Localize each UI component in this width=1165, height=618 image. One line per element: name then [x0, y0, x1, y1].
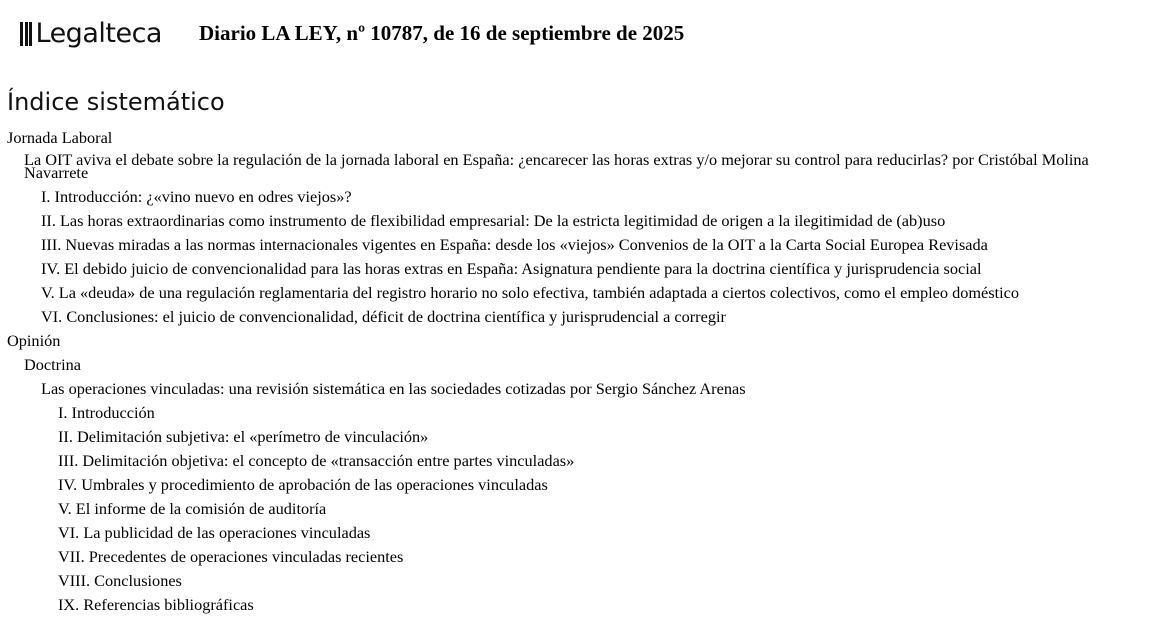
subsection-doctrina[interactable]: Doctrina — [24, 355, 81, 374]
toc-item[interactable]: III. Delimitación objetiva: el concepto de «transacción entre partes vinculadas» — [58, 451, 575, 470]
article-operaciones-vinculadas[interactable]: Las operaciones vinculadas: una revisión sistemática en las sociedades cotizadas por Sergio Sánchez Arenas — [41, 379, 746, 398]
toc-item[interactable]: IX. Referencias bibliográficas — [58, 595, 254, 614]
toc-item[interactable]: I. Introducción — [58, 403, 155, 422]
toc-item[interactable]: II. Las horas extraordinarias como instrumento de flexibilidad empresarial: De la estricta legitimidad de origen a la ilegitimidad de (ab)uso — [41, 211, 946, 230]
toc-item[interactable]: V. El informe de la comisión de auditoría — [58, 499, 327, 518]
toc-item[interactable]: III. Nuevas miradas a las normas internacionales vigentes en España: desde los «viejos» Convenios de la OIT a la Carta Social Europea Revisada — [41, 235, 988, 254]
section-opinion[interactable]: Opinión — [7, 331, 61, 350]
toc-item[interactable]: V. La «deuda» de una regulación reglamentaria del registro horario no solo efectiva, también adaptada a ciertos colectivos, como el empleo doméstico — [41, 283, 1020, 302]
section-jornada-laboral[interactable]: Jornada Laboral — [7, 128, 113, 147]
bars-icon — [20, 22, 34, 46]
legalteca-logo[interactable] — [20, 17, 162, 51]
toc-item[interactable]: II. Delimitación subjetiva: el «perímetro de vinculación» — [58, 427, 429, 446]
table-of-contents — [0, 127, 1165, 618]
article-oit-jornada[interactable]: La OIT aviva el debate sobre la regulación de la jornada laboral en España: ¿encarecer las horas extras y/o mejorar su control para reducirlas? por Cristóbal Molina Navarrete — [24, 150, 1089, 182]
toc-item[interactable]: IV. El debido juicio de convencionalidad para las horas extras en España: Asignatura pendiente para la doctrina científica y jurisprudencia social — [41, 259, 982, 278]
toc-item[interactable]: VIII. Conclusiones — [58, 571, 182, 590]
toc-item[interactable]: VI. La publicidad de las operaciones vinculadas — [58, 523, 371, 542]
header — [20, 14, 162, 54]
toc-item[interactable]: VII. Precedentes de operaciones vinculadas recientes — [58, 547, 404, 566]
toc-item[interactable]: VI. Conclusiones: el juicio de convencionalidad, déficit de doctrina científica y jurisprudencial a corregir — [41, 307, 726, 326]
journal-title: Diario LA LEY, nº 10787, de 16 de septiembre de 2025 — [199, 21, 685, 45]
index-title: Índice sistemático — [7, 88, 225, 116]
logo-text: Legalteca — [35, 18, 162, 49]
toc-item[interactable]: I. Introducción: ¿«vino nuevo en odres viejos»? — [41, 187, 352, 206]
toc-item[interactable]: IV. Umbrales y procedimiento de aprobación de las operaciones vinculadas — [58, 475, 548, 494]
